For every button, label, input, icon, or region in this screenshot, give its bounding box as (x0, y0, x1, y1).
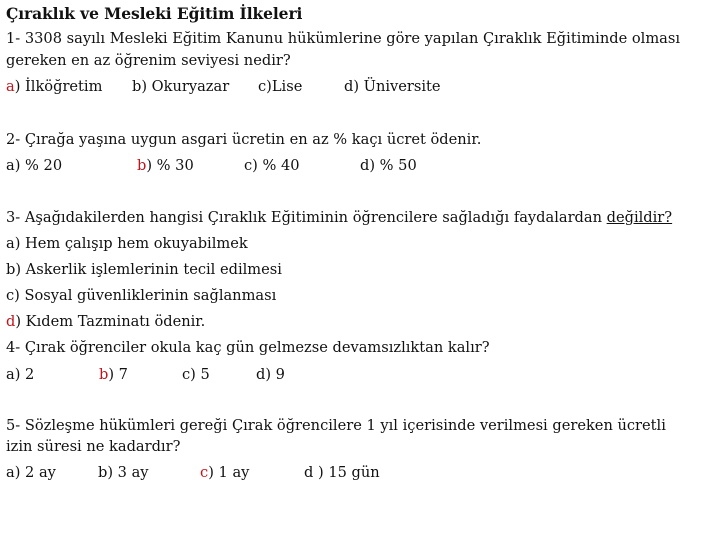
question-4-option-b: b) 7 (99, 366, 128, 383)
question-1-option-b: b) Okuryazar (132, 78, 230, 95)
question-4-options (6, 366, 720, 386)
correct-answer-letter: d (6, 313, 16, 330)
question-4-line-1: 4- Çırak öğrenciler okula kaç gün gelmezse devamsızlıktan kalır? (6, 339, 490, 356)
slide-title: Çıraklık ve Mesleki Eğitim İlkeleri (6, 4, 303, 23)
question-2-options (6, 157, 720, 177)
question-4-option-c: c) 5 (182, 366, 210, 383)
question-3-line-1: 3- Aşağıdakilerden hangisi Çıraklık Eğitiminin öğrencilere sağladığı faydalardan değildir? (6, 209, 673, 226)
question-2-option-a: a) % 20 (6, 157, 63, 174)
question-2-option-d: d) % 50 (360, 157, 417, 174)
question-1-line-1: 1- 3308 sayılı Mesleki Eğitim Kanunu hükümlerine göre yapılan Çıraklık Eğitiminde olması (6, 30, 681, 47)
question-2-option-c: c) % 40 (244, 157, 300, 174)
underlined-word: değildir? (606, 209, 673, 226)
question-5-option-a: a) 2 ay (6, 464, 56, 481)
question-1-options (6, 78, 720, 98)
question-5-line-1: 5- Sözleşme hükümleri gereği Çırak öğrencilere 1 yıl içerisinde verilmesi gereken ücretli (6, 417, 666, 434)
question-3-option-c: c) Sosyal güvenliklerinin sağlanması (6, 287, 277, 304)
question-5-line-2: izin süresi ne kadardır? (6, 438, 181, 455)
question-2-option-b: b) % 30 (137, 157, 194, 174)
correct-answer-letter: a (6, 78, 15, 95)
question-3-option-a: a) Hem çalışıp hem okuyabilmek (6, 235, 248, 252)
question-4-option-d: d) 9 (256, 366, 285, 383)
question-5-option-b: b) 3 ay (98, 464, 149, 481)
question-1-line-2: gereken en az öğrenim seviyesi nedir? (6, 52, 291, 69)
question-5-option-d: d ) 15 gün (304, 464, 380, 481)
question-4-option-a: a) 2 (6, 366, 35, 383)
question-2-line-1: 2- Çırağa yaşına uygun asgari ücretin en az % kaçı ücret ödenir. (6, 131, 482, 148)
question-3-option-d: d) Kıdem Tazminatı ödenir. (6, 313, 206, 330)
question-1-option-a: a) İlköğretim (6, 78, 103, 95)
correct-answer-letter: b (137, 157, 147, 174)
question-1-option-d: d) Üniversite (344, 78, 441, 95)
question-5-option-c: c) 1 ay (200, 464, 250, 481)
question-5-options (6, 464, 720, 484)
correct-answer-letter: c (200, 464, 209, 481)
question-1-option-c: c)Lise (258, 78, 303, 95)
question-3-option-b: b) Askerlik işlemlerinin tecil edilmesi (6, 261, 282, 278)
correct-answer-letter: b (99, 366, 109, 383)
